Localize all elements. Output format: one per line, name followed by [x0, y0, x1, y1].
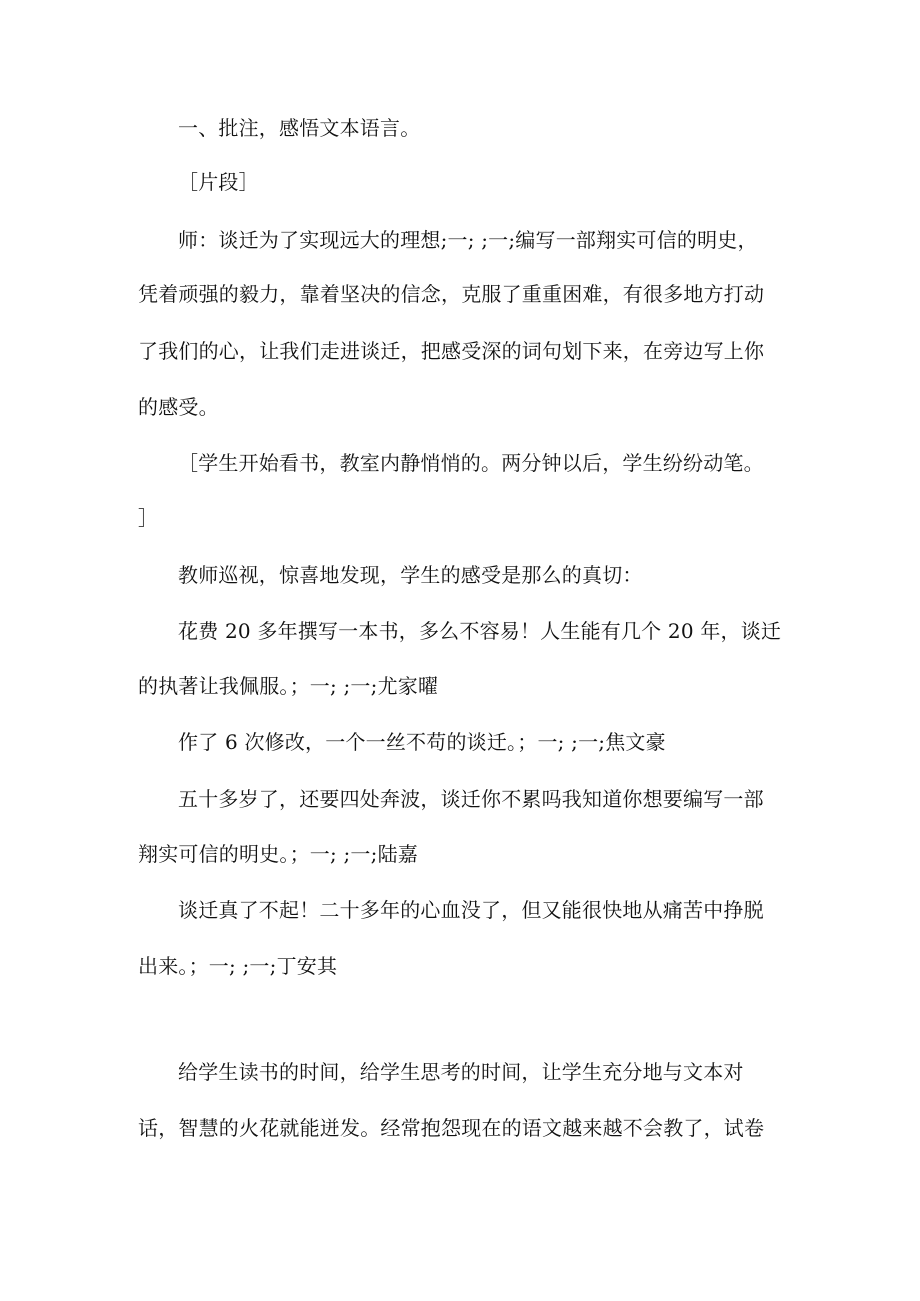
text-line: 给学生读书的时间，给学生思考的时间，让学生充分地与文本对: [178, 1060, 744, 1084]
text-line: 谈迁真了不起！二十多年的心血没了，但又能很快地从痛苦中挣脱: [178, 898, 764, 922]
text-line: ］: [138, 506, 159, 530]
text-line: 出来。；一; ;一;丁安其: [138, 954, 338, 978]
text-line: 凭着顽强的毅力，靠着坚决的信念，克服了重重困难，有很多地方打动: [138, 282, 765, 306]
text-line: 的感受。: [138, 395, 219, 419]
text-line: 五十多岁了，还要四处奔波，谈迁你不累吗我知道你想要编写一部: [178, 787, 764, 811]
text-line: 了我们的心，让我们走进谈迁，把感受深的词句划下来，在旁边写上你: [138, 339, 765, 363]
text-line: ［学生开始看书，教室内静悄悄的。两分钟以后，学生纷纷动笔。: [178, 451, 764, 475]
text-line: 花费 20 多年撰写一本书，多么不容易！人生能有几个 20 年，谈迁: [178, 619, 782, 643]
text-line: 师：谈迁为了实现远大的理想;一; ;一;编写一部翔实可信的明史，: [178, 228, 758, 252]
text-line: 教师巡视，惊喜地发现，学生的感受是那么的真切：: [178, 563, 643, 587]
text-line: 翔实可信的明史。；一; ;一;陆嘉: [138, 842, 418, 866]
section-heading: 一、批注，感悟文本语言。: [178, 116, 421, 140]
text-line: 的执著让我佩服。；一; ;一;尤家曜: [138, 674, 439, 698]
text-line: 作了 6 次修改，一个一丝不苟的谈迁。；一; ;一;焦文豪: [178, 730, 666, 754]
text-line: 话，智慧的火花就能迸发。经常抱怨现在的语文越来越不会教了，试卷: [138, 1116, 765, 1140]
section-label: ［片段］: [178, 170, 259, 194]
